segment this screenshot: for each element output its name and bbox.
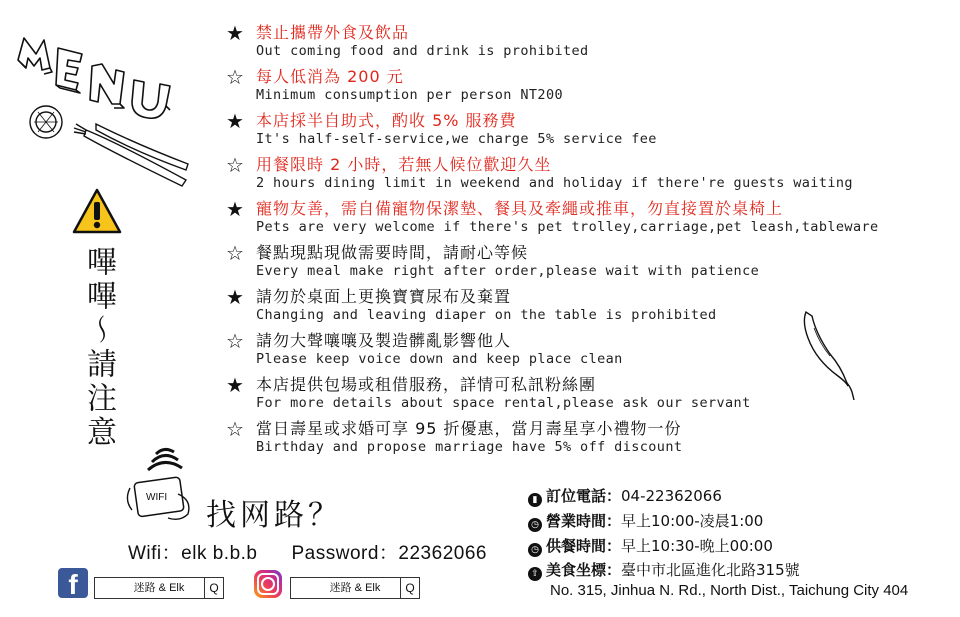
rule-text-en: Please keep voice down and keep place clean [256,351,623,367]
rule-text-zh: 請勿大聲嚷嚷及製造髒亂影響他人 [256,331,512,350]
address-row [528,560,800,581]
rule-text-en: Minimum consumption per person NT200 [256,87,563,103]
wifi-credentials [128,538,487,565]
meal-label: 供餐時間： [546,537,622,555]
hours-value: 早上10:00-凌晨1:00 [621,512,764,530]
hours-label: 營業時間： [546,512,622,530]
wifi-hand-icon [118,440,208,530]
rule-text-en: Every meal make right after order,please wait with patience [256,263,760,279]
wifi-sign-text: WIFI [146,492,168,503]
rule-text-zh: 本店提供包場或租借服務，詳情可私訊粉絲團 [256,375,597,394]
facebook-search-box[interactable] [94,577,224,599]
rule-text-zh: 餐點現點現做需要時間，請耐心等候 [256,243,529,262]
star-outline-icon: ☆ [226,241,244,265]
meal-row [528,536,773,557]
facebook-search-text: 迷路 & Elk [133,582,185,594]
instagram-search-text: 迷路 & Elk [329,582,381,594]
star-outline-icon: ☆ [226,417,244,441]
rule-text-zh: 每人低消為 200 元 [256,67,404,86]
cutlery-icon [26,102,196,194]
location-icon: ⇧ [528,567,542,581]
phone-label: 訂位電話： [546,487,622,505]
rule-text-en: It's half-self-service,we charge 5% service fee [256,131,657,147]
rule-text-zh: 寵物友善，需自備寵物保潔墊、餐具及牽繩或推車，勿直接置於桌椅上 [256,199,784,218]
address-en: No. 315, Jinhua N. Rd., North Dist., Taichung City 404 [550,582,909,599]
star-filled-icon: ★ [226,285,244,309]
rule-text-en: Changing and leaving diaper on the table is prohibited [256,307,717,323]
instagram-icon[interactable] [254,570,282,598]
rule-text-en: For more details about space rental,please ask our servant [256,395,751,411]
search-icon[interactable]: Q [400,578,419,598]
address-zh: 臺中市北區進化北路315號 [621,561,800,579]
wifi-password: 22362066 [398,543,487,564]
wifi-password-label: Password： [291,543,399,564]
facebook-icon[interactable]: f [58,568,88,598]
address-label: 美食坐標： [546,561,622,579]
instagram-search-box[interactable] [290,577,420,599]
rule-text-zh: 用餐限時 2 小時，若無人候位歡迎久坐 [256,155,552,174]
star-filled-icon: ★ [226,197,244,221]
star-outline-icon: ☆ [226,329,244,353]
warning-triangle-icon [72,188,122,234]
rule-text-en: Out coming food and drink is prohibited [256,43,589,59]
rule-text-zh: 本店採半自助式，酌收 5% 服務費 [256,111,517,130]
clock-icon: ◷ [528,543,542,557]
star-outline-icon: ☆ [226,153,244,177]
clock-icon: ◷ [528,518,542,532]
rule-text-zh: 禁止攜帶外食及飲品 [256,23,410,42]
vertical-notice: 嗶嗶～請注意 [81,246,116,450]
menu-title-text: MENU [10,30,13,31]
phone-row [528,486,722,507]
phone-value: 04-22362066 [621,487,722,505]
star-filled-icon: ★ [226,373,244,397]
phone-icon: ▮ [528,493,542,507]
wifi-title: 找网路？ [206,498,342,533]
hours-row [528,511,763,532]
star-filled-icon: ★ [226,21,244,45]
rule-text-en: 2 hours dining limit in weekend and holiday if there're guests waiting [256,175,853,191]
rule-text-zh: 當日壽星或求婚可享 95 折優惠，當月壽星享小禮物一份 [256,419,682,438]
rule-text-en: Pets are very welcome if there's pet trolley,carriage,pet leash,tableware [256,219,879,235]
search-icon[interactable]: Q [204,578,223,598]
rule-text-zh: 請勿於桌面上更換寶寶尿布及棄置 [256,287,512,306]
rule-text-en: Birthday and propose marriage have 5% off discount [256,439,683,455]
wifi-ssid: elk b.b.b [181,543,258,564]
meal-value: 早上10:30-晚上00:00 [621,537,773,555]
star-filled-icon: ★ [226,109,244,133]
wifi-ssid-label: Wifi： [128,543,182,564]
star-outline-icon: ☆ [226,65,244,89]
chili-pepper-icon [796,308,866,400]
